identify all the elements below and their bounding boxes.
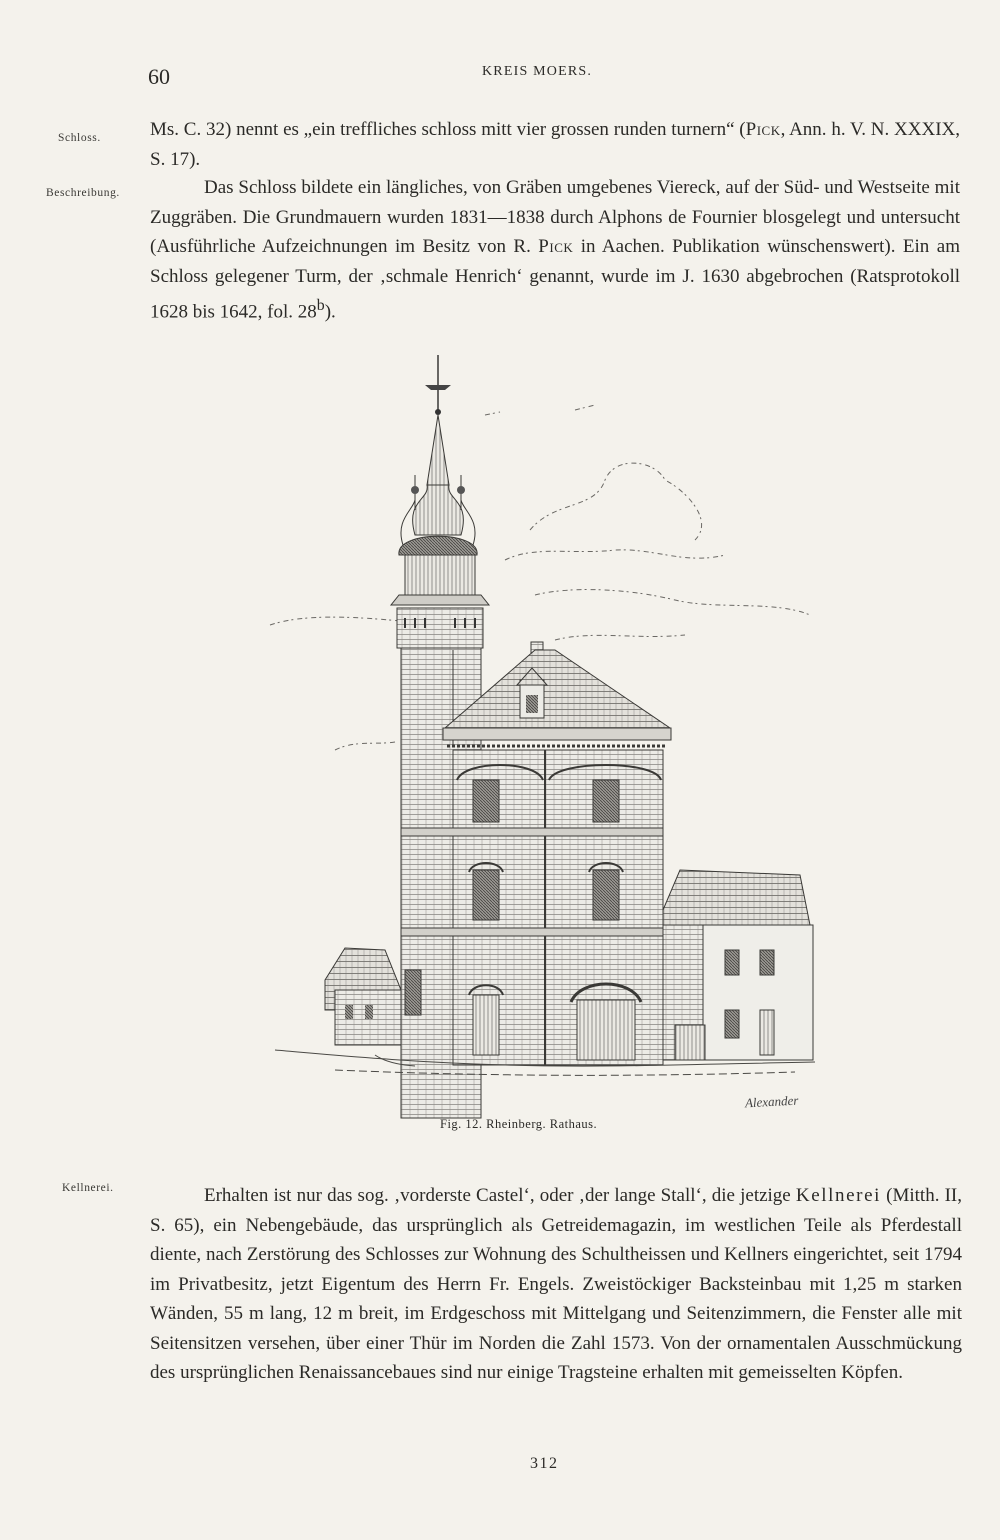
paragraph2-text-b: in Aachen. Publikation wünschenswert). Ein am Schloss gelegener Turm, der ‚schmale Henrich‘ genannt, wurde im J. 1630 abgebrochen (Ratsprotokoll 1628 bis 1642, fol. 28 xyxy=(150,236,960,323)
footer-page-number: 312 xyxy=(530,1455,559,1472)
paragraph2-text-c: ). xyxy=(324,301,336,323)
neighbor-house-right xyxy=(663,870,813,1060)
paragraph3-text-a: Erhalten ist nur das sog. ‚vorderste Castel‘, oder ‚der lange Stall‘, die jetzige xyxy=(204,1185,796,1206)
folio-superscript: b xyxy=(316,297,325,314)
author-pick: Pick xyxy=(745,119,781,140)
tower-spire xyxy=(391,355,489,605)
paragraph-schloss-quote xyxy=(150,115,960,174)
paragraph-beschreibung xyxy=(150,173,960,327)
kellnerei-term: Kellnerei xyxy=(795,1185,881,1206)
author-pick: Pick xyxy=(538,236,574,257)
paragraph3-text-b: (Mitth. II, S. 65), ein Nebengebäude, das ursprünglich als Getreidemagazin, im westlichen Teile als Pferdestall diente, nach Zerstörung des Schlosses zur Wohnung des Schultheissen und Kellners eingerichtet, seit 1794 im Privatbesitz, jetzt Eigentum des Herrn Fr. Engels. Zweistöckiger Backsteinbau mit 1,25 m starken Wänden, 55 m lang, 12 m breit, im Erdgeschoss mit Mittelgang und Seitenzimmern, die Fenster alle mit Seitensitzen versehen, über einer Thür im Norden die Zahl 1573. Von der ornamentalen Ausschmückung des ursprünglichen Renaissancebaues sind nur einige Tragsteine erhalten mit gemeisselten Köpfen. xyxy=(150,1185,962,1383)
margin-note-kellnerei: Kellnerei. xyxy=(62,1182,114,1194)
margin-note-schloss: Schloss. xyxy=(58,132,101,144)
paragraph1-text-a: Ms. C. 32) nennt es „ein treffliches schloss mitt vier grossen runden turnern“ ( xyxy=(150,119,746,140)
paragraph1-text-b: , Ann. h. V. N. XXXIX, S. 17). xyxy=(150,119,960,170)
page-number: 60 xyxy=(148,64,170,89)
neighbor-houses-left xyxy=(325,948,401,1045)
margin-note-beschreibung: Beschreibung. xyxy=(46,187,120,199)
illustrator-signature: Alexander xyxy=(744,1092,799,1111)
paragraph2-text-a: Das Schloss bildete ein längliches, von Gräben umgebenes Viereck, auf der Süd- und Westseite mit Zuggräben. Die Grundmauern wurden 1831—1838 durch Alphons de Fournier blosgelegt und untersucht (Ausführliche Aufzeichnungen im Besitz von R. xyxy=(150,177,960,257)
rathaus-illustration xyxy=(255,350,855,1120)
paragraph-kellnerei xyxy=(150,1181,962,1388)
running-title: KREIS MOERS. xyxy=(482,64,593,79)
figure-caption: Fig. 12. Rheinberg. Rathaus. xyxy=(440,1117,598,1131)
